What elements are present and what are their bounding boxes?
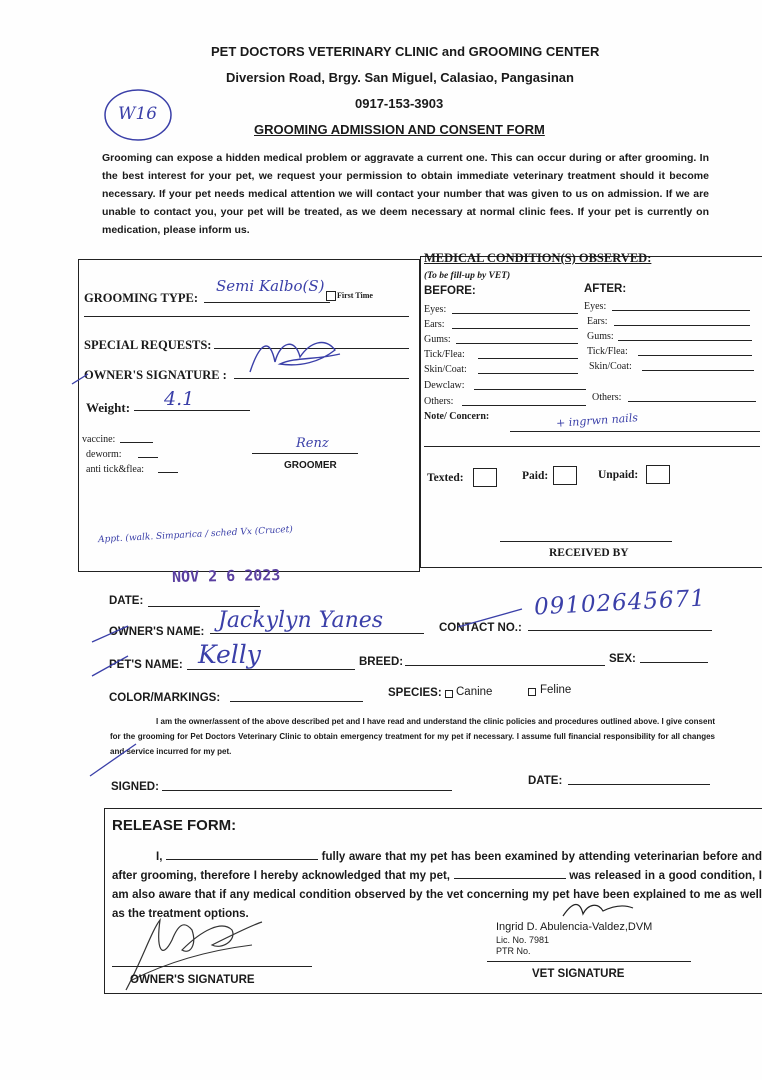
before-eyes: Eyes: <box>424 304 447 315</box>
species-label: SPECIES: <box>388 687 442 699</box>
before-tick: Tick/Flea: <box>424 349 465 360</box>
deworm-label: deworm: <box>86 449 122 460</box>
species-feline-checkbox[interactable] <box>528 688 536 696</box>
special-requests-label: SPECIAL REQUESTS: <box>84 338 212 352</box>
grooming-type-label: GROOMING TYPE: <box>84 291 199 305</box>
release-title: RELEASE FORM: <box>112 817 237 834</box>
clinic-phone: 0917-153-3903 <box>355 96 444 111</box>
pet-strike-mark <box>90 652 130 682</box>
groomer-name: Renz <box>296 436 329 451</box>
species-feline-label: Feline <box>540 684 572 696</box>
after-gums: Gums: <box>587 331 614 342</box>
strike-mark <box>70 372 90 386</box>
owner-strike-mark <box>90 620 130 650</box>
contact-value[interactable]: 09102645671 <box>533 585 707 621</box>
anti-tick-label: anti tick&flea: <box>86 464 145 475</box>
vet-signature-label: VET SIGNATURE <box>532 968 625 980</box>
after-eyes: Eyes: <box>584 301 607 312</box>
clinic-address: Diversion Road, Brgy. San Miguel, Calasiao, Pangasinan <box>226 70 574 85</box>
signed-label: SIGNED: <box>111 781 159 793</box>
pet-name-value[interactable]: Kelly <box>198 640 261 669</box>
date-stamp: NOV 2 6 2023 <box>171 566 281 586</box>
consent-strike-mark <box>88 740 138 780</box>
vet-name: Ingrid D. Abulencia-Valdez,DVM <box>496 921 653 933</box>
medical-title: MEDICAL CONDITION(S) OBSERVED: <box>424 251 652 265</box>
groomer-label: GROOMER <box>284 460 337 471</box>
grooming-type-value: Semi Kalbo(S) <box>216 277 325 295</box>
vet-license: Lic. No. 7981 <box>496 935 550 945</box>
owner-signature-release-label: OWNER'S SIGNATURE <box>130 974 255 986</box>
owner-signature-label: OWNER'S SIGNATURE : <box>84 368 227 382</box>
owner-signature-scribble <box>240 332 350 382</box>
unpaid-label: Unpaid: <box>598 469 639 481</box>
first-time-checkbox[interactable] <box>326 291 336 301</box>
paid-checkbox[interactable] <box>553 466 577 485</box>
weight-value: 4.1 <box>164 388 195 410</box>
release-owner-blank[interactable] <box>166 849 318 860</box>
contact-strike-mark <box>456 605 526 630</box>
before-others: Others: <box>424 396 454 407</box>
texted-label: Texted: <box>427 472 464 484</box>
consent-paragraph: I am the owner/assent of the above described pet and I have read and understand the clinic policies and procedures outlined above. I give consent for the grooming for Pet Doctors Veterinary Clinic to obtain emergency treatment for my pet if necessary. I assume full financial responsibility for all changes and service incurred for my pet. <box>110 717 715 756</box>
after-ears: Ears: <box>587 316 608 327</box>
species-canine-label: Canine <box>456 686 493 698</box>
circled-code: W16 <box>118 104 158 124</box>
appointment-note: Appt. (walk. Simparica / sched Vx (Crucet) <box>97 524 294 546</box>
intro-paragraph: Grooming can expose a hidden medical problem or aggravate a current one. This can occur during or after grooming. In the best interest for your pet, we request your permission to obtain immediate veterinary treatment should it become necessary. If your pet needs medical attention we will contact your number that was given to us on admission. If we are unable to contact you, your pet will be treated, as we deem necessary at normal clinic fees. If your pet is currently on medication, please inform us. <box>102 152 709 236</box>
before-dewclaw: Dewclaw: <box>424 380 465 391</box>
before-label: BEFORE: <box>424 285 476 297</box>
vaccine-label: vaccine: <box>82 434 116 445</box>
weight-label: Weight: <box>86 400 131 415</box>
medical-subtitle: (To be fill-up by VET) <box>424 271 511 281</box>
release-text-2: was released in a good condition, I am also aware that if any medical condition observed by the vet concerning my pet have been explained to me as well as the treatment options. <box>112 870 762 920</box>
note-label: Note/ Concern: <box>424 411 490 422</box>
owner-name-label: OWNER'S NAME: <box>109 626 205 638</box>
clinic-name: PET DOCTORS VETERINARY CLINIC and GROOMING CENTER <box>211 44 600 59</box>
first-time-label: First Time <box>337 291 373 300</box>
after-tick: Tick/Flea: <box>587 346 628 357</box>
after-label: AFTER: <box>584 283 627 295</box>
release-i: I, <box>156 851 163 863</box>
after-others: Others: <box>592 392 622 403</box>
before-skin: Skin/Coat: <box>424 364 467 375</box>
release-pet-blank[interactable] <box>454 868 566 879</box>
release-text-1: fully aware that my pet has been examined by attending veterinarian before and after grooming, therefore I hereby acknowledged that my pet, <box>112 851 762 882</box>
after-skin: Skin/Coat: <box>589 361 632 372</box>
form-title: GROOMING ADMISSION AND CONSENT FORM <box>254 122 545 137</box>
vet-ptr: PTR No. <box>496 946 531 956</box>
color-label: COLOR/MARKINGS: <box>109 692 221 704</box>
sex-label: SEX: <box>609 653 636 665</box>
contact-label: CONTACT NO.: <box>439 622 522 634</box>
pet-name-label: PET'S NAME: <box>109 659 183 671</box>
date-label: DATE: <box>109 595 144 607</box>
breed-label: BREED: <box>359 656 404 668</box>
unpaid-checkbox[interactable] <box>646 465 670 484</box>
received-by-label: RECEIVED BY <box>549 547 629 559</box>
date2-label: DATE: <box>528 775 563 787</box>
before-gums: Gums: <box>424 334 451 345</box>
owner-name-value[interactable]: Jackylyn Yanes <box>218 608 384 633</box>
before-ears: Ears: <box>424 319 445 330</box>
note-value: + ingrwn nails <box>555 411 639 430</box>
paid-label: Paid: <box>522 470 549 482</box>
species-canine-checkbox[interactable] <box>445 690 453 698</box>
texted-checkbox[interactable] <box>473 468 497 487</box>
